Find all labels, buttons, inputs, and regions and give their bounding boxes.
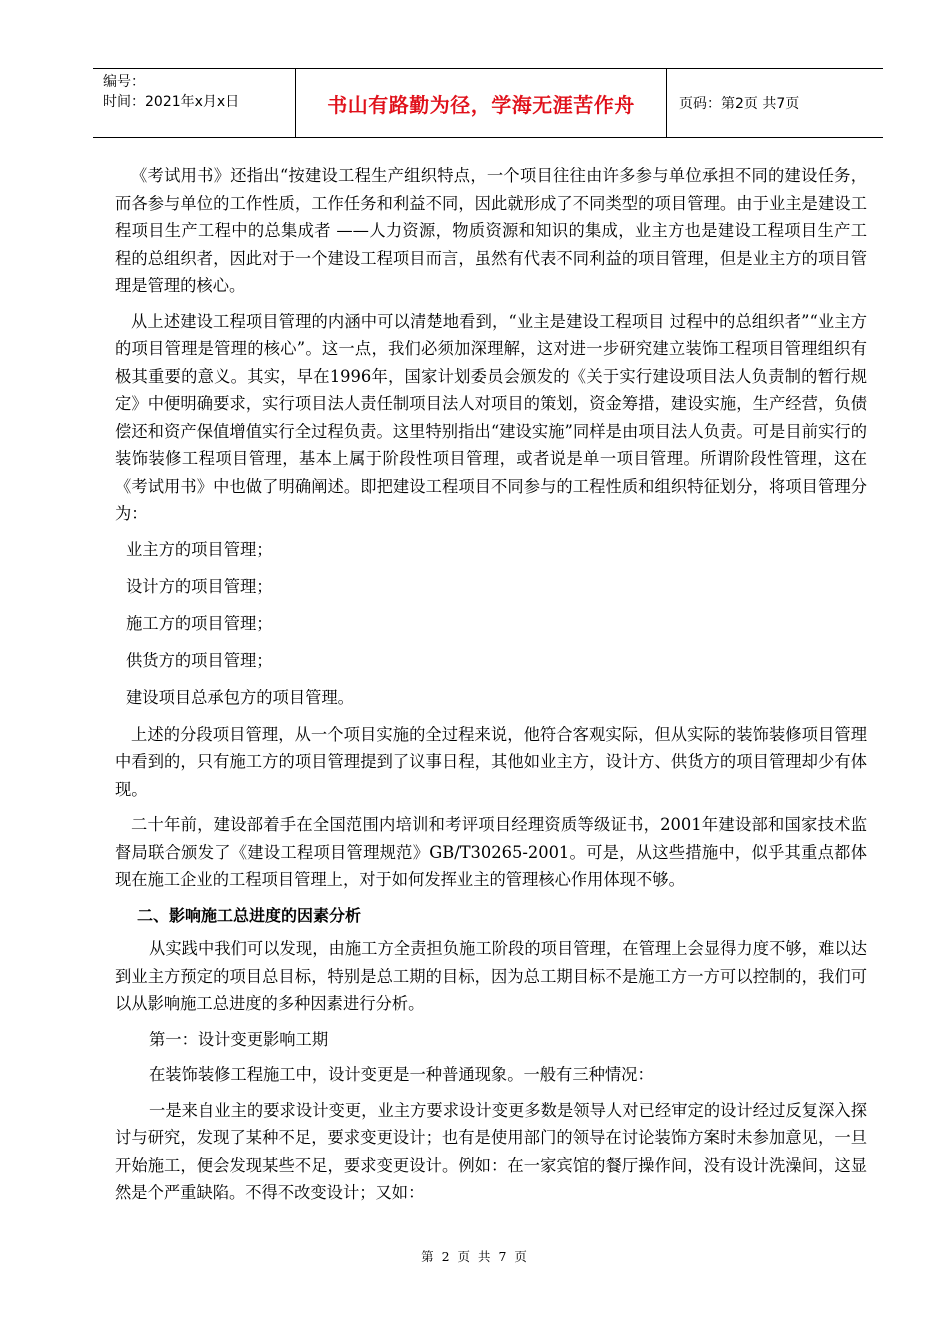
body-paragraph-3: 上述的分段项目管理，从一个项目实施的全过程来说，他符合客观实际，但从实际的装饰装修项目管理中看到的，只有施工方的项目管理提到了议事日程，其他如业主方，设计方、供货方的项目管理却少有体现。 xyxy=(115,724,867,799)
header-page-info: 页码：第2页 共7页 xyxy=(679,96,800,112)
body-paragraph-1: 《考试用书》还指出“按建设工程生产组织特点，一个项目往往由许多参与单位承担不同的建设任务，而各参与单位的工作性质，工作任务和利益不同，因此就形成了不同类型的项目管理。由于业主是建设工程项目生产工程中的总集成者 ——人力资源，物质资源和知识的集成，业主方也是建设工程项目生产工程的总组织者，因此对于一个建设工程项目而言，虽然有代表不同利益的项目管理，但是业主方的项目管理是管理的核心。 xyxy=(115,166,867,295)
body-paragraph-6: 第一：设计变更影响工期 xyxy=(149,1029,329,1049)
header-motto: 书山有路勤为径，学海无涯苦作舟 xyxy=(327,92,635,117)
list-item-general-contractor: 建设项目总承包方的项目管理。 xyxy=(126,687,354,707)
body-paragraph-4: 二十年前，建设部着手在全国范围内培训和考评项目经理资质等级证书，2001年建设部和国家技术监督局联合颁发了《建设工程项目管理规范》GB/T30265-2001。可是，从这些措施中，似乎其重点都体现在施工企业的工程项目管理上，对于如何发挥业主的管理核心作用体现不够。 xyxy=(115,815,867,889)
list-item-owner: 业主方的项目管理； xyxy=(126,539,273,559)
body-paragraph-5: 从实践中我们可以发现，由施工方全责担负施工阶段的项目管理，在管理上会显得力度不够，难以达到业主方预定的项目总目标，特别是总工期的目标，因为总工期目标不是施工方一方可以控制的，我们可以从影响施工总进度的多种因素进行分析。 xyxy=(115,939,867,1013)
list-item-contractor: 施工方的项目管理； xyxy=(126,613,273,633)
header-motto-cell xyxy=(295,69,667,137)
list-item-supplier: 供货方的项目管理； xyxy=(126,650,273,670)
section-title: 二、影响施工总进度的因素分析 xyxy=(137,905,362,925)
body-paragraph-7: 在装饰装修工程施工中，设计变更是一种普通现象。一般有三种情况： xyxy=(149,1065,654,1084)
document-body xyxy=(115,162,867,1215)
header-meta xyxy=(93,69,295,137)
page-footer: 第 2 页 共 7 页 xyxy=(421,1249,529,1264)
body-paragraph-2: 从上述建设工程项目管理的内涵中可以清楚地看到，“业主是建设工程项目 过程中的总组织者”“业主方的项目管理是管理的核心”。这一点，我们必须加深理解，这对进一步研究建立装饰工程项目管理组织有极其重要的意义。其实，早在1996年，国家计划委员会颁发的《关于实行建设项目法人负责制的暂行规定》中便明确要求，实行项目法人责任制项目法人对项目的策划，资金筹措，建设实施，生产经营，负债偿还和资产保值增值实行全过程负责。这里特别指出“建设实施”同样是由项目法人负责。可是目前实行的装饰装修工程项目管理，基本上属于阶段性项目管理，或者说是单一项目管理。所谓阶段性管理，这在《考试用书》中也做了明确阐述。即把建设工程项目不同参与的工程性质和组织特征划分，将项目管理分为： xyxy=(115,311,867,523)
body-paragraph-8: 一是来自业主的要求设计变更，业主方要求设计变更多数是领导人对已经审定的设计经过反复深入探讨与研究，发现了某种不足，要求变更设计；也有是使用部门的领导在讨论装饰方案时未参加意见，一旦开始施工，便会发现某些不足，要求变更设计。例如：在一家宾馆的餐厅操作间，没有设计洗澡间，这显然是个严重缺陷。不得不改变设计；又如： xyxy=(115,1100,867,1202)
document-time: 时间：2021年x月x日 xyxy=(103,94,240,110)
document-number-label: 编号： xyxy=(103,74,145,90)
header-page-info-cell xyxy=(667,69,883,137)
list-item-designer: 设计方的项目管理； xyxy=(126,576,273,596)
header-table xyxy=(93,68,883,138)
